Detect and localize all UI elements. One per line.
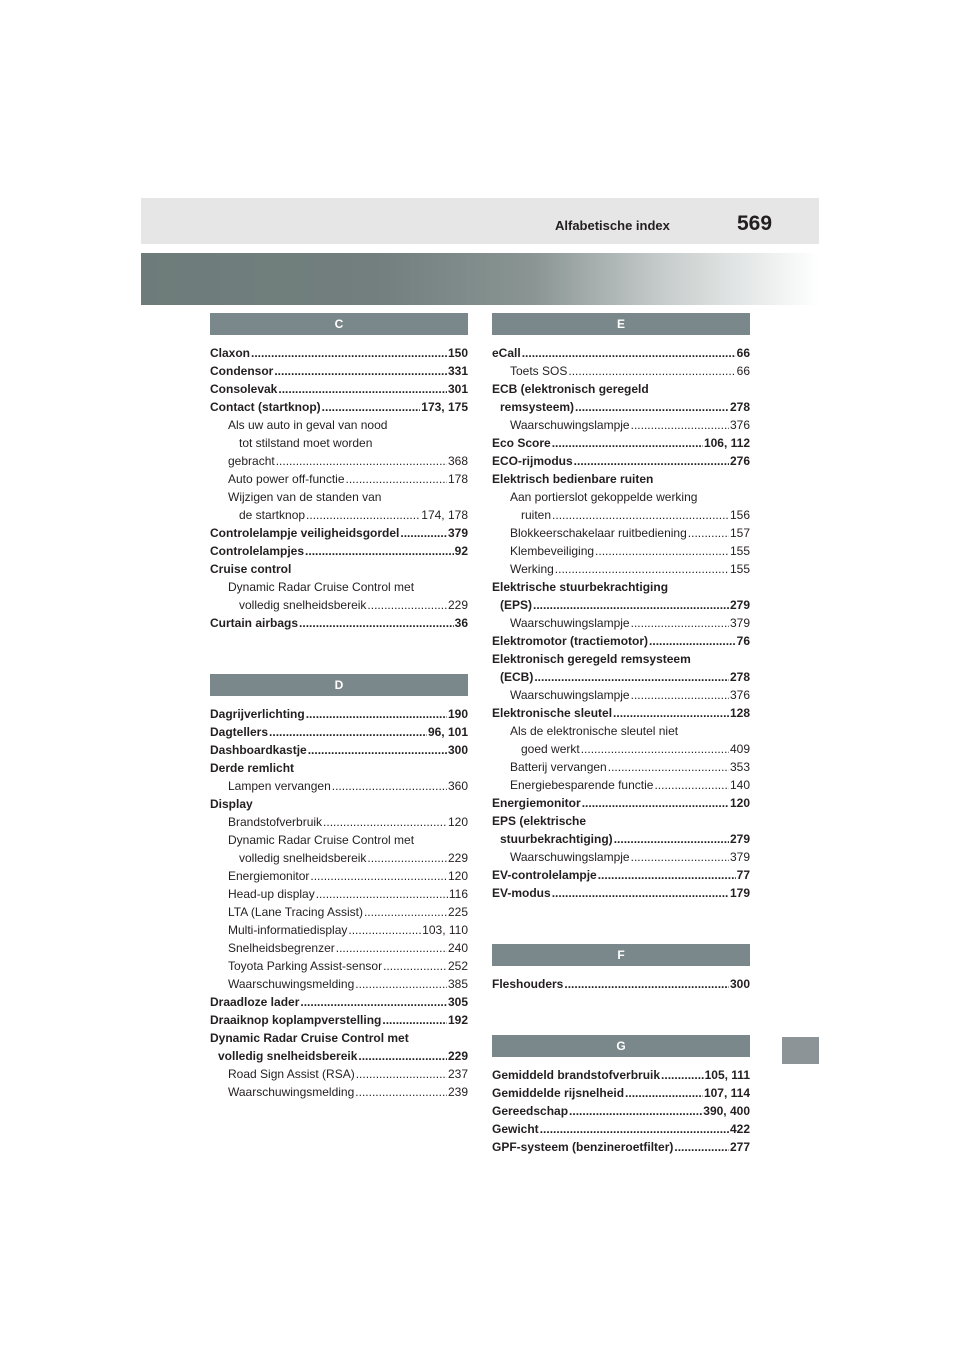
index-entry-page[interactable]: 66 — [736, 364, 750, 378]
index-entry-term: Elektromotor (tractiemotor) — [492, 634, 649, 648]
index-entry-term: Consolevak — [210, 382, 278, 396]
dot-leader — [574, 452, 729, 470]
index-entry-page[interactable]: 279 — [729, 832, 750, 846]
dot-leader — [564, 975, 729, 993]
index-entry-term: Cruise control — [210, 562, 292, 576]
dot-leader — [575, 398, 729, 416]
index-entry-page[interactable]: 229 — [447, 1049, 468, 1063]
index-entry-page[interactable]: 422 — [729, 1122, 750, 1136]
index-entry-term: goed werkt — [521, 742, 580, 756]
index-entry — [492, 434, 750, 452]
index-entry-term: Dagrijverlichting — [210, 707, 305, 721]
index-entry-page[interactable]: 376 — [729, 688, 750, 702]
index-entry-term: Waarschuwingsmelding — [228, 977, 355, 991]
index-entry-term: Waarschuwingslampje — [510, 616, 630, 630]
index-entry-term: EV-controlelampje — [492, 868, 597, 882]
decorative-banner — [141, 253, 819, 305]
index-entry — [492, 794, 750, 812]
index-entry-page[interactable]: 103, 110 — [422, 923, 468, 937]
index-entry-list — [210, 705, 468, 1101]
index-entry-page[interactable]: 229 — [447, 851, 468, 865]
dot-leader — [251, 344, 447, 362]
index-entry — [210, 344, 468, 362]
index-entry-term: Elektrisch bedienbare ruiten — [492, 472, 654, 486]
index-entry-term: LTA (Lane Tracing Assist) — [228, 905, 363, 919]
index-entry — [492, 812, 750, 830]
index-entry-term: Wijzigen van de standen van — [228, 490, 382, 504]
index-entry-term: Energiemonitor — [492, 796, 581, 810]
section-header-c: C — [210, 313, 468, 335]
index-entry — [492, 452, 750, 470]
index-entry-list — [210, 344, 468, 632]
index-entry-term: Contact (startknop) — [210, 400, 321, 414]
dot-leader — [625, 1084, 703, 1102]
dot-leader — [649, 632, 736, 650]
dot-leader — [310, 867, 447, 885]
index-entry-term: de startknop — [239, 508, 306, 522]
index-entry — [492, 470, 750, 488]
index-entry-page[interactable]: 390, 400 — [703, 1104, 750, 1118]
index-entry — [210, 1011, 468, 1029]
index-entry-term: Condensor — [210, 364, 274, 378]
index-entry-term: Brandstofverbruik — [228, 815, 323, 829]
index-entry-term: Werking — [510, 562, 554, 576]
index-entry-page[interactable]: 150 — [447, 346, 468, 360]
index-entry — [210, 849, 468, 867]
index-entry-term: Road Sign Assist (RSA) — [228, 1067, 355, 1081]
index-entry-page[interactable]: 66 — [736, 346, 750, 360]
dot-leader — [305, 542, 454, 560]
index-entry-page[interactable]: 300 — [447, 743, 468, 757]
index-entry-term: Waarschuwingslampje — [510, 688, 630, 702]
index-entry-term: EV-modus — [492, 886, 551, 900]
index-entry-term: Elektronisch geregeld remsysteem — [492, 652, 691, 666]
index-entry — [210, 813, 468, 831]
index-entry — [492, 380, 750, 398]
section-gap — [492, 902, 750, 944]
index-entry-term: Controlelampje veiligheidsgordel — [210, 526, 400, 540]
index-entry — [492, 830, 750, 848]
index-entry-page[interactable]: 353 — [729, 760, 750, 774]
index-entry — [210, 741, 468, 759]
dot-leader — [322, 398, 421, 416]
index-entry-term: Elektronische sleutel — [492, 706, 613, 720]
dot-leader — [367, 849, 447, 867]
index-entry-term: Energiebesparende functie — [510, 778, 654, 792]
index-entry-term: Waarschuwingsmelding — [228, 1085, 355, 1099]
dot-leader — [661, 1066, 704, 1084]
index-entry — [492, 1102, 750, 1120]
index-entry — [210, 434, 468, 452]
index-entry-page[interactable]: 155 — [729, 544, 750, 558]
index-entry — [210, 777, 468, 795]
dot-leader — [367, 596, 447, 614]
index-entry — [492, 542, 750, 560]
dot-leader — [356, 1065, 447, 1083]
index-entry — [492, 740, 750, 758]
index-entry-term: Dynamic Radar Cruise Control met — [228, 580, 415, 594]
index-entry — [492, 848, 750, 866]
index-entry-page[interactable]: 77 — [736, 868, 750, 882]
index-entry — [210, 524, 468, 542]
index-entry — [492, 362, 750, 380]
index-entry — [492, 416, 750, 434]
index-entry-page[interactable]: 36 — [454, 616, 468, 630]
index-entry-page[interactable]: 277 — [729, 1140, 750, 1154]
index-entry-page[interactable]: 276 — [729, 454, 750, 468]
dot-leader — [540, 1120, 729, 1138]
index-entry — [210, 885, 468, 903]
index-entry-page[interactable]: 157 — [729, 526, 750, 540]
dot-leader — [336, 939, 447, 957]
index-entry — [210, 452, 468, 470]
index-entry-page[interactable]: 376 — [729, 418, 750, 432]
index-entry — [210, 759, 468, 777]
header-band — [141, 198, 819, 244]
index-entry — [210, 560, 468, 578]
index-entry-term: ECB (elektronisch geregeld — [492, 382, 649, 396]
dot-leader — [355, 975, 447, 993]
index-entry-page[interactable]: 106, 112 — [703, 436, 750, 450]
index-entry-page[interactable]: 379 — [729, 616, 750, 630]
index-entry-page[interactable]: 128 — [729, 706, 750, 720]
index-entry-page[interactable]: 76 — [736, 634, 750, 648]
index-entry-page[interactable]: 331 — [447, 364, 468, 378]
index-entry-term: Als uw auto in geval van nood — [228, 418, 388, 432]
index-entry-term: Aan portierslot gekoppelde werking — [510, 490, 698, 504]
dot-leader — [631, 686, 729, 704]
index-entry — [492, 758, 750, 776]
index-column-right — [492, 313, 750, 1156]
index-entry-term: (ECB) — [500, 670, 534, 684]
dot-leader — [400, 524, 447, 542]
dot-leader — [534, 668, 729, 686]
index-entry-list — [492, 344, 750, 902]
index-entry-term: Eco Score — [492, 436, 551, 450]
index-entry-page[interactable]: 96, 101 — [427, 725, 468, 739]
index-entry-term: tot stilstand moet worden — [239, 436, 373, 450]
index-entry-page[interactable]: 379 — [447, 526, 468, 540]
index-entry-term: volledig snelheidsbereik — [239, 598, 367, 612]
index-entry-page[interactable]: 229 — [447, 598, 468, 612]
index-entry — [210, 957, 468, 975]
index-entry — [492, 650, 750, 668]
index-entry-term: Gemiddelde rijsnelheid — [492, 1086, 625, 1100]
index-entry-page[interactable]: 301 — [447, 382, 468, 396]
index-entry-term: Draaiknop koplampverstelling — [210, 1013, 382, 1027]
index-entry-term: Waarschuwingslampje — [510, 850, 630, 864]
dot-leader — [568, 362, 735, 380]
dot-leader — [383, 957, 447, 975]
index-entry-page[interactable]: 92 — [454, 544, 468, 558]
dot-leader — [316, 885, 448, 903]
dot-leader — [269, 723, 427, 741]
index-entry — [210, 1047, 468, 1065]
dot-leader — [382, 1011, 447, 1029]
index-entry-page[interactable]: 278 — [729, 400, 750, 414]
index-entry-term: Waarschuwingslampje — [510, 418, 630, 432]
index-entry — [492, 560, 750, 578]
index-entry — [210, 939, 468, 957]
index-entry-term: Klembeveiliging — [510, 544, 595, 558]
dot-leader — [555, 560, 729, 578]
index-entry-term: ECO-rijmodus — [492, 454, 573, 468]
index-entry-term: Gemiddeld brandstofverbruik — [492, 1068, 661, 1082]
index-entry — [210, 506, 468, 524]
index-entry-page[interactable]: 105, 111 — [704, 1068, 750, 1082]
index-entry-term: Multi-informatiedisplay — [228, 923, 348, 937]
index-entry — [492, 1120, 750, 1138]
dot-leader — [308, 741, 447, 759]
index-entry-term: Draadloze lader — [210, 995, 300, 1009]
index-entry-term: gebracht — [228, 454, 275, 468]
index-entry — [210, 975, 468, 993]
index-entry-term: Lampen vervangen — [228, 779, 331, 793]
index-entry-page[interactable]: 225 — [447, 905, 468, 919]
index-entry-page[interactable]: 409 — [729, 742, 750, 756]
index-entry-term: Curtain airbags — [210, 616, 299, 630]
index-entry-page[interactable]: 120 — [729, 796, 750, 810]
index-entry-page[interactable]: 120 — [447, 869, 468, 883]
dot-leader — [614, 830, 729, 848]
index-entry-term: Elektrische stuurbekrachtiging — [492, 580, 669, 594]
index-entry-term: Claxon — [210, 346, 251, 360]
index-entry-term: Blokkeerschakelaar ruitbediening — [510, 526, 687, 540]
dot-leader — [552, 434, 703, 452]
dot-leader — [552, 506, 729, 524]
index-entry — [492, 614, 750, 632]
index-entry — [210, 488, 468, 506]
index-entry-page[interactable]: 240 — [447, 941, 468, 955]
dot-leader — [364, 903, 447, 921]
index-entry-page[interactable]: 120 — [447, 815, 468, 829]
dot-leader — [332, 777, 447, 795]
index-entry-page[interactable]: 360 — [447, 779, 468, 793]
index-entry-page[interactable]: 140 — [729, 778, 750, 792]
index-entry-term: Energiemonitor — [228, 869, 310, 883]
dot-leader — [278, 380, 447, 398]
section-header-d: D — [210, 674, 468, 696]
index-entry-page[interactable]: 173, 175 — [421, 400, 468, 414]
index-entry-page[interactable]: 179 — [729, 886, 750, 900]
index-entry — [492, 632, 750, 650]
section-gap — [492, 993, 750, 1035]
index-entry — [210, 831, 468, 849]
index-entry-term: Gewicht — [492, 1122, 539, 1136]
index-entry — [492, 578, 750, 596]
index-entry — [492, 506, 750, 524]
index-entry-page[interactable]: 368 — [447, 454, 468, 468]
index-entry — [210, 596, 468, 614]
page-number: 569 — [737, 212, 773, 235]
index-entry — [492, 596, 750, 614]
dot-leader — [608, 758, 729, 776]
index-entry-term: Als de elektronische sleutel niet — [510, 724, 679, 738]
dot-leader — [300, 993, 447, 1011]
dot-leader — [323, 813, 447, 831]
dot-leader — [346, 470, 447, 488]
index-entry-term: Snelheidsbegrenzer — [228, 941, 335, 955]
index-entry-page[interactable]: 156 — [729, 508, 750, 522]
thumb-index-tab — [782, 1037, 819, 1064]
index-entry-page[interactable]: 300 — [729, 977, 750, 991]
dot-leader — [306, 705, 447, 723]
dot-leader — [306, 506, 420, 524]
index-entry-term: (EPS) — [500, 598, 533, 612]
index-entry-page[interactable]: 107, 114 — [703, 1086, 750, 1100]
index-entry — [492, 1084, 750, 1102]
index-entry-page[interactable]: 155 — [729, 562, 750, 576]
dot-leader — [274, 362, 447, 380]
dot-leader — [631, 614, 729, 632]
index-entry-list — [492, 975, 750, 993]
dot-leader — [522, 344, 736, 362]
index-entry — [492, 722, 750, 740]
dot-leader — [582, 794, 729, 812]
index-entry — [210, 1083, 468, 1101]
index-entry-term: Derde remlicht — [210, 761, 295, 775]
index-entry — [210, 362, 468, 380]
dot-leader — [348, 921, 421, 939]
section-header-f: F — [492, 944, 750, 966]
index-entry — [492, 344, 750, 362]
section-header-e: E — [492, 313, 750, 335]
index-entry — [210, 380, 468, 398]
index-entry-page[interactable]: 279 — [729, 598, 750, 612]
index-entry — [210, 993, 468, 1011]
index-entry — [492, 884, 750, 902]
index-entry-term: Dynamic Radar Cruise Control met — [210, 1031, 409, 1045]
dot-leader — [581, 740, 729, 758]
index-entry — [210, 470, 468, 488]
index-entry-term: Display — [210, 797, 253, 811]
dot-leader — [654, 776, 729, 794]
index-entry-term: Fleshouders — [492, 977, 564, 991]
index-entry — [210, 723, 468, 741]
index-entry — [210, 614, 468, 632]
dot-leader — [358, 1047, 447, 1065]
dot-leader — [355, 1083, 447, 1101]
index-entry-term: GPF-systeem (benzineroetfilter) — [492, 1140, 674, 1154]
index-entry-term: eCall — [492, 346, 521, 360]
index-entry — [210, 578, 468, 596]
index-entry-page[interactable]: 278 — [729, 670, 750, 684]
dot-leader — [674, 1138, 729, 1156]
index-entry-page[interactable]: 305 — [447, 995, 468, 1009]
index-entry — [492, 668, 750, 686]
dot-leader — [598, 866, 736, 884]
index-entry-term: volledig snelheidsbereik — [239, 851, 367, 865]
index-entry — [492, 488, 750, 506]
index-entry-page[interactable]: 385 — [447, 977, 468, 991]
index-entry — [210, 867, 468, 885]
index-entry-term: Auto power off-functie — [228, 472, 345, 486]
index-entry — [210, 921, 468, 939]
dot-leader — [595, 542, 729, 560]
index-entry — [492, 686, 750, 704]
index-entry-page[interactable]: 237 — [447, 1067, 468, 1081]
index-entry — [492, 975, 750, 993]
index-entry — [492, 704, 750, 722]
index-entry — [210, 398, 468, 416]
index-entry — [210, 705, 468, 723]
index-entry-page[interactable]: 379 — [729, 850, 750, 864]
index-entry-term: ruiten — [521, 508, 552, 522]
index-entry — [492, 398, 750, 416]
index-entry — [492, 866, 750, 884]
index-entry — [492, 776, 750, 794]
index-entry-term: volledig snelheidsbereik — [218, 1049, 358, 1063]
index-entry-term: stuurbekrachtiging) — [500, 832, 613, 846]
dot-leader — [533, 596, 729, 614]
index-entry-term: remsysteem) — [500, 400, 575, 414]
index-entry — [210, 416, 468, 434]
index-entry-page[interactable]: 190 — [447, 707, 468, 721]
index-entry — [492, 524, 750, 542]
index-entry — [210, 903, 468, 921]
index-entry-page[interactable]: 252 — [447, 959, 468, 973]
index-entry — [210, 1065, 468, 1083]
index-entry-page[interactable]: 178 — [447, 472, 468, 486]
index-entry-list — [492, 1066, 750, 1156]
index-entry — [210, 542, 468, 560]
index-entry-term: Batterij vervangen — [510, 760, 607, 774]
dot-leader — [552, 884, 729, 902]
index-entry-term: Controlelampjes — [210, 544, 305, 558]
dot-leader — [688, 524, 729, 542]
index-column-left — [210, 313, 468, 1101]
index-entry-page[interactable]: 116 — [448, 887, 468, 901]
index-entry-term: EPS (elektrische — [492, 814, 587, 828]
index-entry-term: Dashboardkastje — [210, 743, 307, 757]
index-entry — [210, 795, 468, 813]
page-title: Alfabetische index — [555, 218, 670, 233]
index-entry-term: Toets SOS — [510, 364, 568, 378]
index-entry-page[interactable]: 239 — [447, 1085, 468, 1099]
index-entry-term: Head-up display — [228, 887, 315, 901]
index-entry-page[interactable]: 174, 178 — [421, 508, 468, 522]
dot-leader — [299, 614, 454, 632]
dot-leader — [631, 416, 729, 434]
dot-leader — [613, 704, 729, 722]
index-entry — [210, 1029, 468, 1047]
index-entry-page[interactable]: 192 — [447, 1013, 468, 1027]
section-header-g: G — [492, 1035, 750, 1057]
index-entry-term: Dagtellers — [210, 725, 269, 739]
index-entry — [492, 1066, 750, 1084]
dot-leader — [276, 452, 447, 470]
section-gap — [210, 632, 468, 674]
dot-leader — [569, 1102, 702, 1120]
index-entry-term: Dynamic Radar Cruise Control met — [228, 833, 415, 847]
index-entry-term: Toyota Parking Assist-sensor — [228, 959, 383, 973]
index-entry — [492, 1138, 750, 1156]
dot-leader — [631, 848, 729, 866]
index-entry-term: Gereedschap — [492, 1104, 569, 1118]
